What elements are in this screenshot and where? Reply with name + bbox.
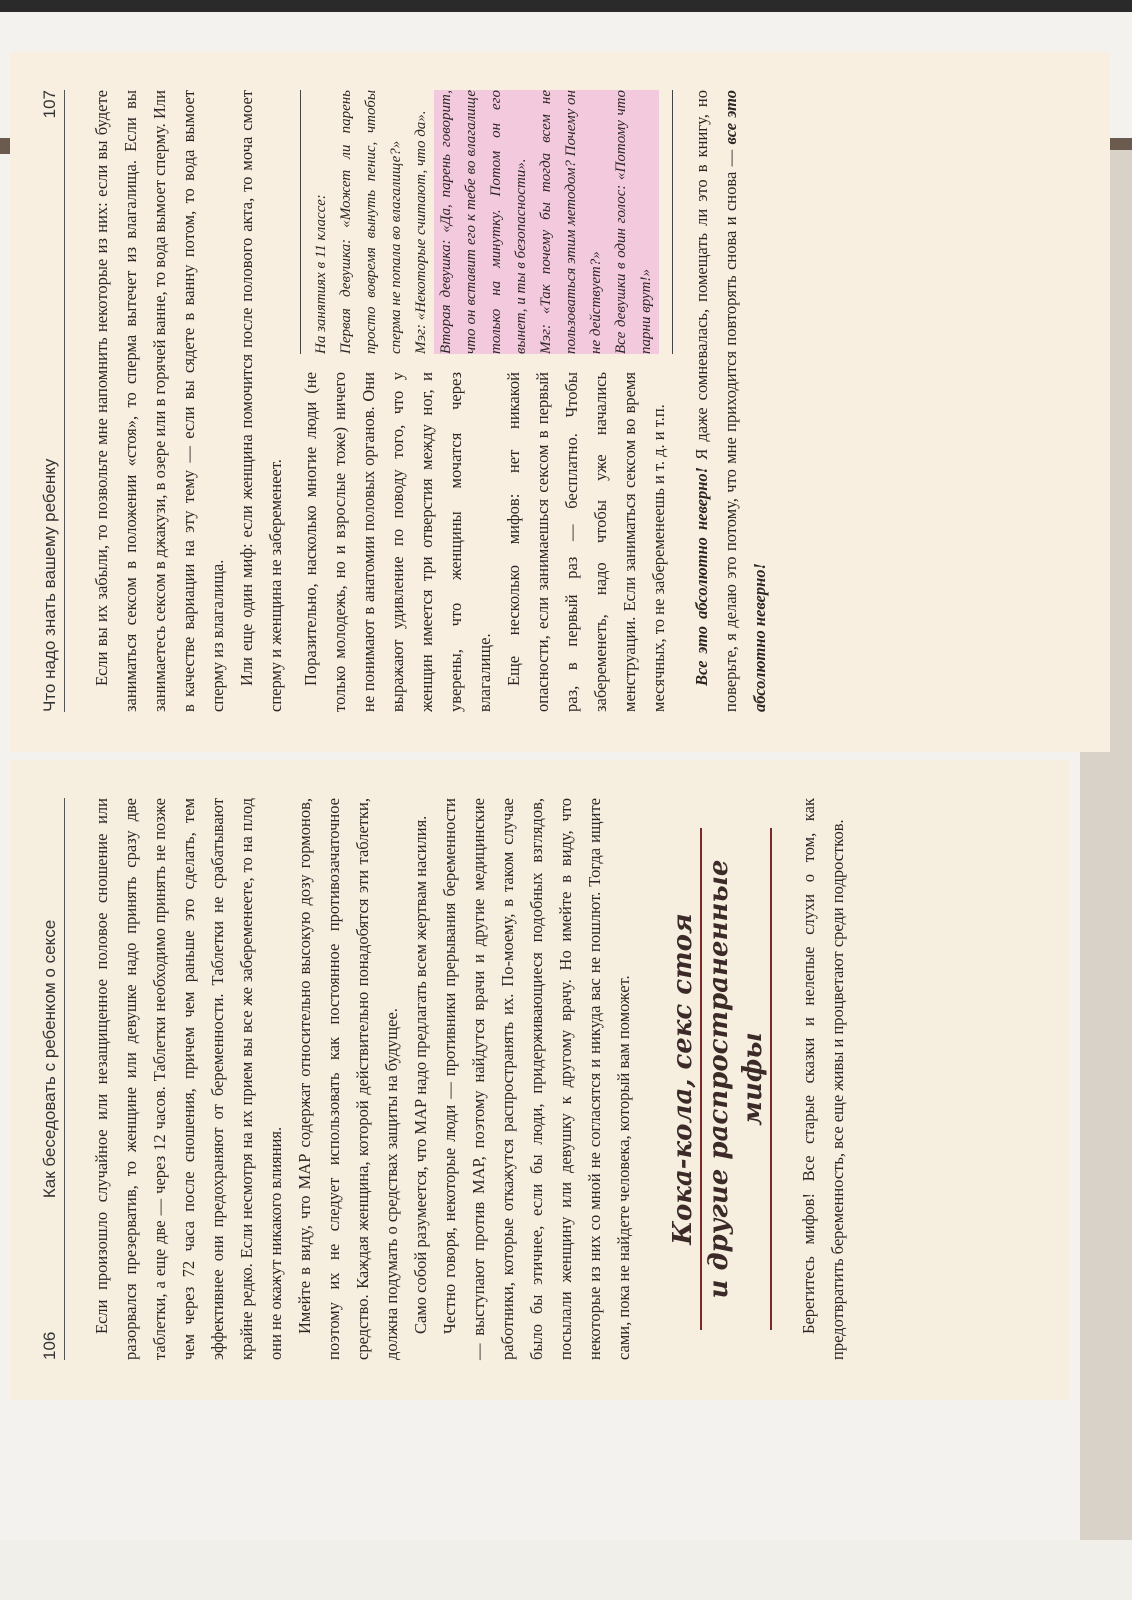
page-number-left: 106 <box>40 1331 59 1360</box>
sidebar-chorus: Все девушки в один голос: «Потому что парни врут!» <box>609 90 659 354</box>
main-column <box>296 372 673 712</box>
left-page-header <box>40 798 65 1360</box>
section-title-line-2: и другие распространенные мифы <box>702 828 772 1330</box>
sidebar-answer-2: Мэг: «Так почему бы тогда всем не пользоваться этим методом? Почему он не действует?» <box>534 90 609 354</box>
emphasis-1: Все это абсолютно неверно! <box>692 466 711 686</box>
paragraph: Берегитесь мифов! Все старые сказки и нелепые слухи о том, как предотвратить беременность, все еще живы и процветают среди подростков. <box>799 798 847 1360</box>
paragraph: Еще несколько мифов: нет никакой опасности, если занимаешься сексом в первый раз, в первый раз — бесплатно. Чтобы забеременеть, надо чтобы уже начались менструации. Если заниматься сексом во время месячных, то не забеременеешь и т. д. и т.п. <box>504 372 668 712</box>
final-paragraph <box>687 90 774 712</box>
text-with-sidebar <box>296 90 673 712</box>
left-page <box>10 760 1070 1400</box>
sidebar-question-1: Первая девушка: «Может ли парень просто вовремя вынуть пенис, чтобы сперма не попала во влагалище?» <box>338 90 404 354</box>
paragraph: Или еще один миф: если женщина помочится после полового акта, то моча смоет сперму и женщина не забеременеет. <box>237 90 285 712</box>
right-page <box>10 52 1110 752</box>
paragraph: Если произошло случайное или незащищенное половое сношение или разорвался презерватив, то женщине или девушке надо принять сразу две таблетки, а еще две — через 12 часов. Таблетки необходимо принять не позже чем через 72 часа после сношения, причем чем раньше это сделать, тем эффективнее они предохраняют от беременности. Таблетки не срабатывают крайне редко. Если несмотря на их прием вы все же забеременеете, то на плод они не окажут никакого влияния. <box>92 798 285 1360</box>
right-page-body <box>87 90 774 712</box>
paragraph: Само собой разумеется, что МАР надо предлагать всем жертвам насилия. <box>411 815 430 1334</box>
dialogue-sidebar <box>300 90 673 354</box>
sidebar-intro: На занятиях в 11 классе: <box>313 194 329 354</box>
section-title <box>666 798 772 1360</box>
sidebar-answer-1: Мэг: «Некоторые считают, что да». <box>413 110 429 354</box>
running-title-right: Что надо знать вашему ребенку <box>40 458 59 712</box>
paragraph: Поразительно, насколько многие люди (не только молодежь, но и взрослые тоже) ничего не понимают в анатомии половых органов. Они выражают удивление по поводу того, что у женщин имеется три отверстия между ног, и уверены, что женщины мочатся через влагалище. <box>301 372 494 712</box>
running-title-left: Как беседовать с ребенком о сексе <box>40 919 59 1199</box>
page-number-right: 107 <box>40 90 59 119</box>
left-page-body <box>87 798 852 1360</box>
paragraph: Честно говоря, некоторые люди — противники прерывания беременности — выступают против МАР, поэтому найдутся врачи и другие медицинские работники, которые откажутся распространять их. По-моему, в таком случае было бы этичнее, если бы люди, придерживающиеся подобных взглядов, посылали женщину или девушку к другому врачу. Но имейте в виду, что некоторые из них со мной не согласятся и никуда вас не пошлют. Тогда ищите сами, пока не найдете человека, который вам поможет. <box>440 798 633 1360</box>
paragraph: Если вы их забыли, то позвольте мне напомнить некоторые из них: если вы будете заниматься сексом в положении «стоя», то сперма вытечет из влагалища. Если вы занимаетесь сексом в джакузи, в озере или в горячей ванне, то вода вымоет сперму. Или в качестве вариации на эту тему — если вы сядете в ванну потом, то вода вымоет сперму из влагалища. <box>92 90 227 712</box>
final-text: Я даже сомневалась, помещать ли это в книгу, но поверьте, я делаю это потому, что мне приходится повторять снова и снова — <box>692 90 740 712</box>
right-page-header <box>40 90 65 712</box>
paragraph: Имейте в виду, что МАР содержат относительно высокую дозу гормонов, поэтому их не следует использовать как постоянное противозачаточное средство. Каждая женщина, которой действительно понадобятся эти таблетки, должна подумать о средствах защиты на будущее. <box>295 798 401 1360</box>
emphasis-2: все это абсолютно неверно! <box>721 89 769 712</box>
sidebar-question-2: Вторая девушка: «Да, парень говорит, что он вставит его к тебе во влагалище только на минутку. Потом он его вынет, и ты в безопасности». <box>434 90 534 354</box>
section-title-line-1: Кока-кола, секс стоя <box>666 828 702 1330</box>
